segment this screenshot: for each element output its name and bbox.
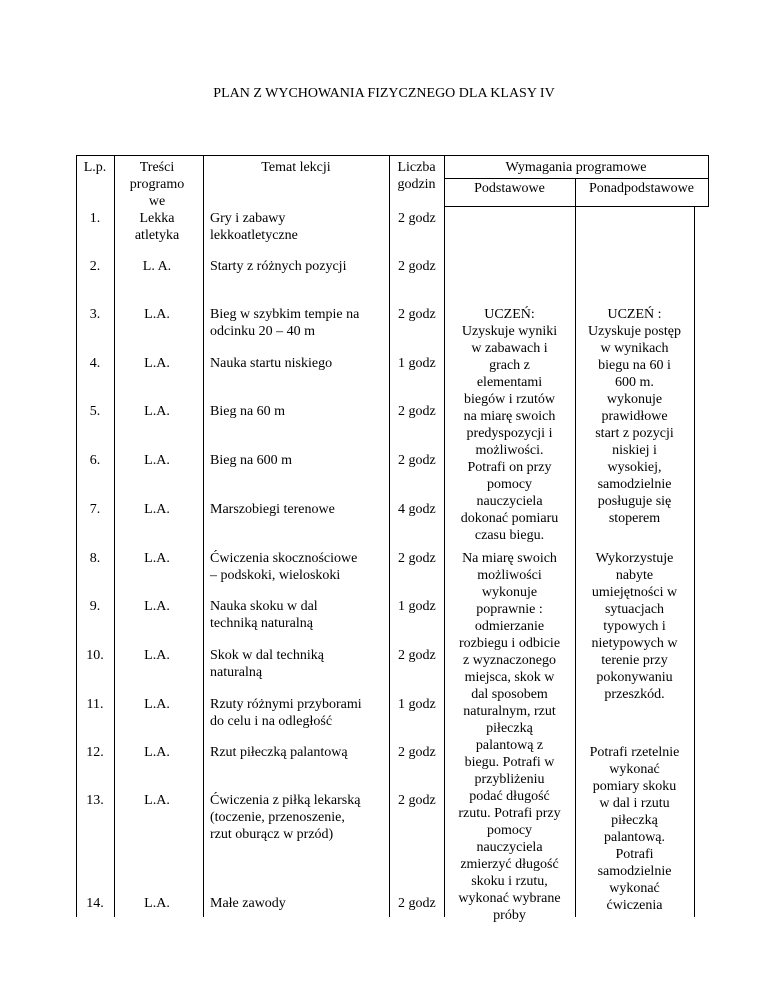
header-tresci-line1: Treści — [139, 160, 175, 175]
row-lp: 5. — [89, 404, 101, 419]
document-title: PLAN Z WYCHOWANIA FIZYCZNEGO DLA KLASY IV — [213, 86, 555, 101]
row-tresci-line2: atletyka — [134, 228, 180, 243]
row-lp: 2. — [89, 259, 101, 274]
row-temat: Bieg na 600 m — [210, 453, 293, 468]
row-temat: Starty z różnych pozycji — [210, 259, 347, 274]
row-tresci: L.A. — [144, 551, 170, 566]
table-border-left — [76, 155, 77, 917]
row-temat: Ćwiczenia z piłką lekarską (toczenie, przenoszenie, rzut oburącz w przód) — [210, 793, 361, 842]
row-temat: Marszobiegi terenowe — [210, 502, 335, 517]
row-godziny: 1 godz — [398, 697, 436, 712]
row-tresci-line1: Lekka — [139, 211, 175, 226]
row-godziny: 1 godz — [398, 599, 436, 614]
row-tresci: L.A. — [144, 648, 170, 663]
row-lp: 8. — [89, 551, 101, 566]
row-temat: Rzuty różnymi przyborami do celu i na odległość — [210, 697, 362, 729]
podstawowe-block-jumping: Na miarę swoich możliwości wykonuje poprawnie : odmierzanie rozbiegu i odbicie z wyznaczonego miejsca, skok w dal sposobem naturalnym, rzut piłeczką palantową z biegu. Potrafi w przybliżeniu podać długość rzutu. Potrafi przy pomocy nauczyciela zmierzyć długość skoku i rzutu, wykonać wybrane próby — [458, 551, 561, 923]
row-tresci: L.A. — [144, 453, 170, 468]
row-temat: Nauka skoku w dal techniką naturalną — [210, 599, 318, 631]
header-ponadpodstawowe: Ponadpodstawowe — [589, 181, 694, 196]
row-lp: 10. — [86, 648, 104, 663]
row-temat: Małe zawody — [210, 896, 286, 911]
column-divider — [203, 155, 204, 917]
header-box-right — [708, 155, 709, 206]
podstawowe-block-running: UCZEŃ: Uzyskuje wyniki w zabawach i grach z elementami biegów i rzutów na miarę swoich predyspozycji i możliwości. Potrafi on przy pomocy nauczyciela dokonać pomiaru czasu biegu. — [460, 307, 559, 543]
header-liczba-line2: godzin — [397, 177, 436, 192]
row-temat: Nauka startu niskiego — [210, 356, 333, 371]
row-godziny: 2 godz — [398, 453, 436, 468]
row-temat: Bieg na 60 m — [210, 404, 286, 419]
row-godziny: 2 godz — [398, 745, 436, 760]
row-godziny: 2 godz — [398, 648, 436, 663]
row-lp: 1. — [89, 211, 101, 226]
row-godziny: 2 godz — [398, 259, 436, 274]
row-lp: 9. — [89, 599, 101, 614]
ponadpodstawowe-block-throwing: Potrafi rzetelnie wykonać pomiary skoku w dal i rzutu piłeczką palantową. Potrafi samodzielnie wykonać ćwiczenia — [589, 745, 680, 913]
row-temat: Skok w dal techniką naturalną — [210, 648, 324, 680]
row-lp: 7. — [89, 502, 101, 517]
row-tresci: L.A. — [144, 697, 170, 712]
row-tresci: L.A. — [144, 307, 170, 322]
row-lp: 3. — [89, 307, 101, 322]
row-tresci: L.A. — [144, 793, 170, 808]
row-temat: Bieg w szybkim tempie na odcinku 20 – 40 m — [210, 307, 360, 339]
row-godziny: 2 godz — [398, 211, 436, 226]
ponadpodstawowe-block-running: UCZEŃ : Uzyskuje postęp w wynikach biegu na 60 i 600 m. wykonuje prawidłowe start z pozycji niskiej i wysokiej, samodzielnie posługuje się stoperem — [588, 307, 681, 526]
header-podstawowe: Podstawowe — [474, 181, 545, 196]
column-divider — [114, 155, 115, 917]
row-godziny: 4 godz — [398, 502, 436, 517]
header-tresci-line2: programo — [129, 177, 185, 192]
header-liczba-line1: Liczba — [397, 160, 436, 175]
ponadpodstawowe-block-jumping: Wykorzystuje nabyte umiejętności w sytuacjach typowych i nietypowych w terenie przy pokonywaniu przeszkód. — [591, 551, 678, 702]
row-lp: 11. — [86, 697, 104, 712]
header-tresci-line3: we — [148, 194, 166, 209]
row-godziny: 2 godz — [398, 404, 436, 419]
row-tresci: L. A. — [142, 259, 172, 274]
row-temat: Gry i zabawy lekkoatletyczne — [210, 211, 298, 243]
row-lp: 13. — [86, 793, 104, 808]
header-temat: Temat lekcji — [261, 160, 331, 175]
row-godziny: 1 godz — [398, 356, 436, 371]
column-divider — [389, 155, 390, 917]
row-lp: 14. — [86, 896, 104, 911]
row-lp: 12. — [86, 745, 104, 760]
row-lp: 4. — [89, 356, 101, 371]
row-tresci: L.A. — [144, 404, 170, 419]
row-lp: 6. — [89, 453, 101, 468]
header-lp: L.p. — [83, 160, 107, 175]
row-godziny: 2 godz — [398, 551, 436, 566]
row-godziny: 2 godz — [398, 793, 436, 808]
row-tresci: L.A. — [144, 745, 170, 760]
row-temat: Rzut piłeczką palantową — [210, 745, 348, 760]
header-box-bottom — [444, 206, 709, 207]
header-divider — [444, 178, 709, 179]
row-tresci: L.A. — [144, 356, 170, 371]
table-border-top — [76, 155, 709, 156]
header-wymagania: Wymagania programowe — [505, 160, 647, 175]
row-temat: Ćwiczenia skocznościowe – podskoki, wieloskoki — [210, 551, 358, 583]
row-tresci: L.A. — [144, 896, 170, 911]
row-tresci: L.A. — [144, 599, 170, 614]
row-godziny: 2 godz — [398, 307, 436, 322]
row-tresci: L.A. — [144, 502, 170, 517]
table-border-right — [694, 206, 695, 917]
row-godziny: 2 godz — [398, 896, 436, 911]
